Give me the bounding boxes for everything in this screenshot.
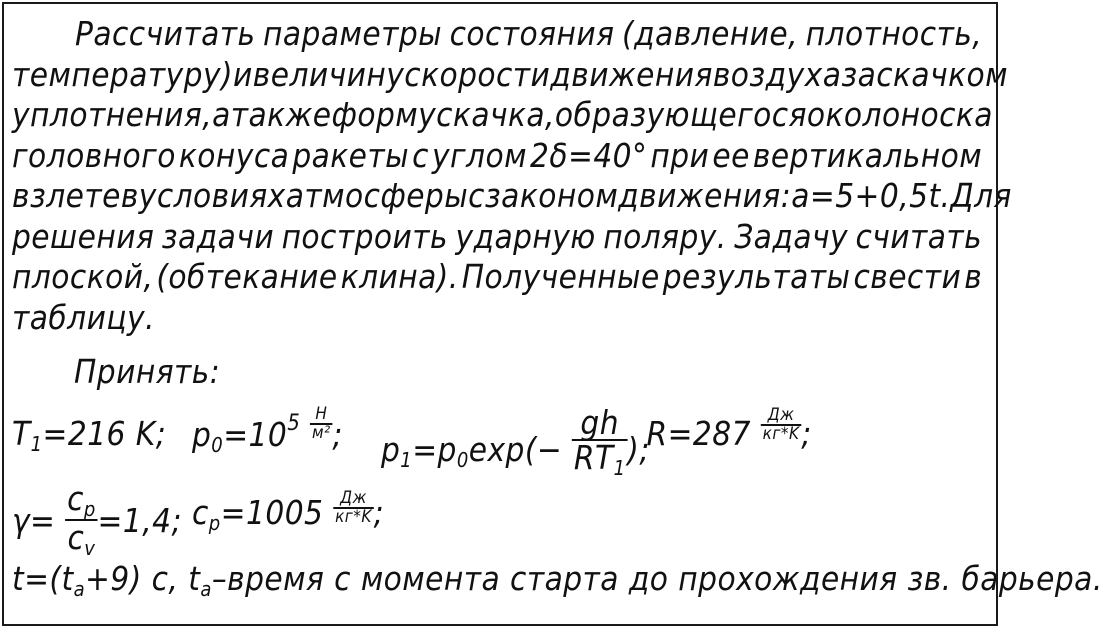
paragraph-line bbox=[12, 257, 982, 298]
paragraph-word: также bbox=[230, 95, 332, 134]
formula-p1: $p_1=p_0\exp(-$ $\frac{gh}{RT_1}$ ); bbox=[381, 403, 650, 480]
paragraph-word: Рассчитать bbox=[75, 14, 256, 53]
paragraph-word: температуру) bbox=[12, 54, 234, 94]
paragraph-word: (давление, bbox=[622, 14, 799, 53]
paragraph-word: плоской, bbox=[12, 257, 154, 296]
paragraph-word: в bbox=[120, 176, 139, 215]
paragraph-word: построить bbox=[281, 216, 448, 256]
paragraph-word: ракеты bbox=[292, 135, 410, 175]
paragraph-line bbox=[12, 14, 982, 55]
formula-gamma: γ= $\frac{c_p}{c_v}$ =1,4; bbox=[12, 479, 182, 560]
paragraph-word: Задачу bbox=[734, 216, 849, 256]
formula-p0: $p_0=10^5$ $\frac{Н}{\text{м²}}$ ; bbox=[192, 404, 343, 457]
p0-unit-fraction: $\frac{Н}{\text{м²}}$ bbox=[312, 404, 331, 443]
cp-over-cv-fraction: $\frac{c_p}{c_v}$ bbox=[67, 479, 96, 560]
paragraph-word: взлете bbox=[12, 176, 121, 215]
paragraph-word: уплотнения, bbox=[12, 95, 213, 134]
paragraph-word: скачком bbox=[876, 54, 1008, 94]
paragraph-word: задачи bbox=[161, 216, 275, 256]
paragraph-word: около bbox=[806, 95, 901, 134]
paragraph-word: ее bbox=[712, 135, 750, 175]
paragraph-word: плотность, bbox=[805, 14, 983, 53]
paragraph-word: углом bbox=[431, 135, 527, 175]
paragraph-word: Полученные bbox=[461, 257, 660, 296]
paragraph-word: воздуха bbox=[712, 54, 842, 94]
cp-unit-fraction: $\frac{Дж}{кг*K}$ bbox=[335, 488, 372, 527]
paragraph-line bbox=[12, 136, 982, 177]
paragraph-word: головного bbox=[12, 135, 176, 175]
paragraph-word: свести bbox=[853, 257, 962, 296]
formula-R: R=287 $\frac{Дж}{кг*K}$ ; bbox=[646, 405, 812, 453]
paragraph-word: движения: bbox=[618, 176, 792, 215]
paragraph-word: 2δ=40° bbox=[530, 135, 648, 175]
R-unit-fraction: $\frac{Дж}{кг*K}$ bbox=[762, 405, 800, 444]
paragraph-word: решения bbox=[12, 216, 155, 256]
paragraph-word: величину bbox=[252, 54, 405, 94]
gh-over-RT1-fraction: $\frac{gh}{RT_1}$ bbox=[573, 403, 626, 480]
paragraph-line bbox=[12, 176, 1012, 217]
paragraph-word: результаты bbox=[662, 257, 851, 296]
paragraph-word: ударную bbox=[455, 216, 596, 256]
paragraph-word: атмосферы bbox=[285, 176, 469, 215]
paragraph-word: скачка, bbox=[436, 95, 555, 134]
paragraph-word: образующегося bbox=[554, 95, 807, 134]
paragraph-word: параметры bbox=[263, 14, 443, 53]
paragraph-word: за bbox=[841, 54, 877, 94]
document-page bbox=[2, 2, 1103, 626]
paragraph-word: с bbox=[412, 135, 429, 175]
paragraph-word: Для bbox=[950, 176, 1012, 215]
paragraph-line bbox=[12, 54, 1008, 96]
formula-cp: $c_p=1005$ $\frac{Дж}{кг*K}$ ; bbox=[192, 488, 385, 535]
formula-T1: $T_1=216$ K; bbox=[12, 414, 167, 456]
paragraph-line bbox=[12, 298, 984, 339]
paragraph-word: поляру. bbox=[603, 216, 727, 256]
paragraph-word: считать bbox=[855, 216, 983, 256]
paragraph-word: при bbox=[650, 135, 710, 175]
problem-paragraph bbox=[12, 14, 1012, 338]
paragraph-word: носка bbox=[900, 95, 993, 134]
paragraph-word: конуса bbox=[178, 135, 290, 175]
paragraph-word: таблицу. bbox=[12, 297, 155, 337]
paragraph-word: с bbox=[468, 176, 485, 215]
formula-t-definition: $t=(t_a+9)$ c, $t_a$–время с момента старта до прохождения зв. барьера. bbox=[12, 559, 1103, 601]
paragraph-word: клина). bbox=[340, 257, 459, 296]
paragraph-word: a=5+0,5t. bbox=[791, 176, 951, 215]
paragraph-word: вертикальном bbox=[752, 135, 983, 175]
paragraph-word: а bbox=[212, 95, 231, 134]
paragraph-word: скорости bbox=[404, 54, 551, 94]
paragraph-word: форму bbox=[331, 95, 437, 134]
accept-label: Принять: bbox=[74, 352, 221, 391]
paragraph-word: в bbox=[964, 257, 983, 296]
paragraph-word: (обтекание bbox=[156, 257, 338, 296]
paragraph-line bbox=[12, 217, 982, 258]
paragraph-line bbox=[12, 95, 993, 136]
paragraph-word: и bbox=[233, 54, 253, 94]
paragraph-word: законом bbox=[484, 176, 619, 215]
paragraph-word: состояния bbox=[449, 14, 615, 53]
paragraph-word: движения bbox=[550, 54, 713, 94]
paragraph-word: условиях bbox=[138, 176, 286, 215]
